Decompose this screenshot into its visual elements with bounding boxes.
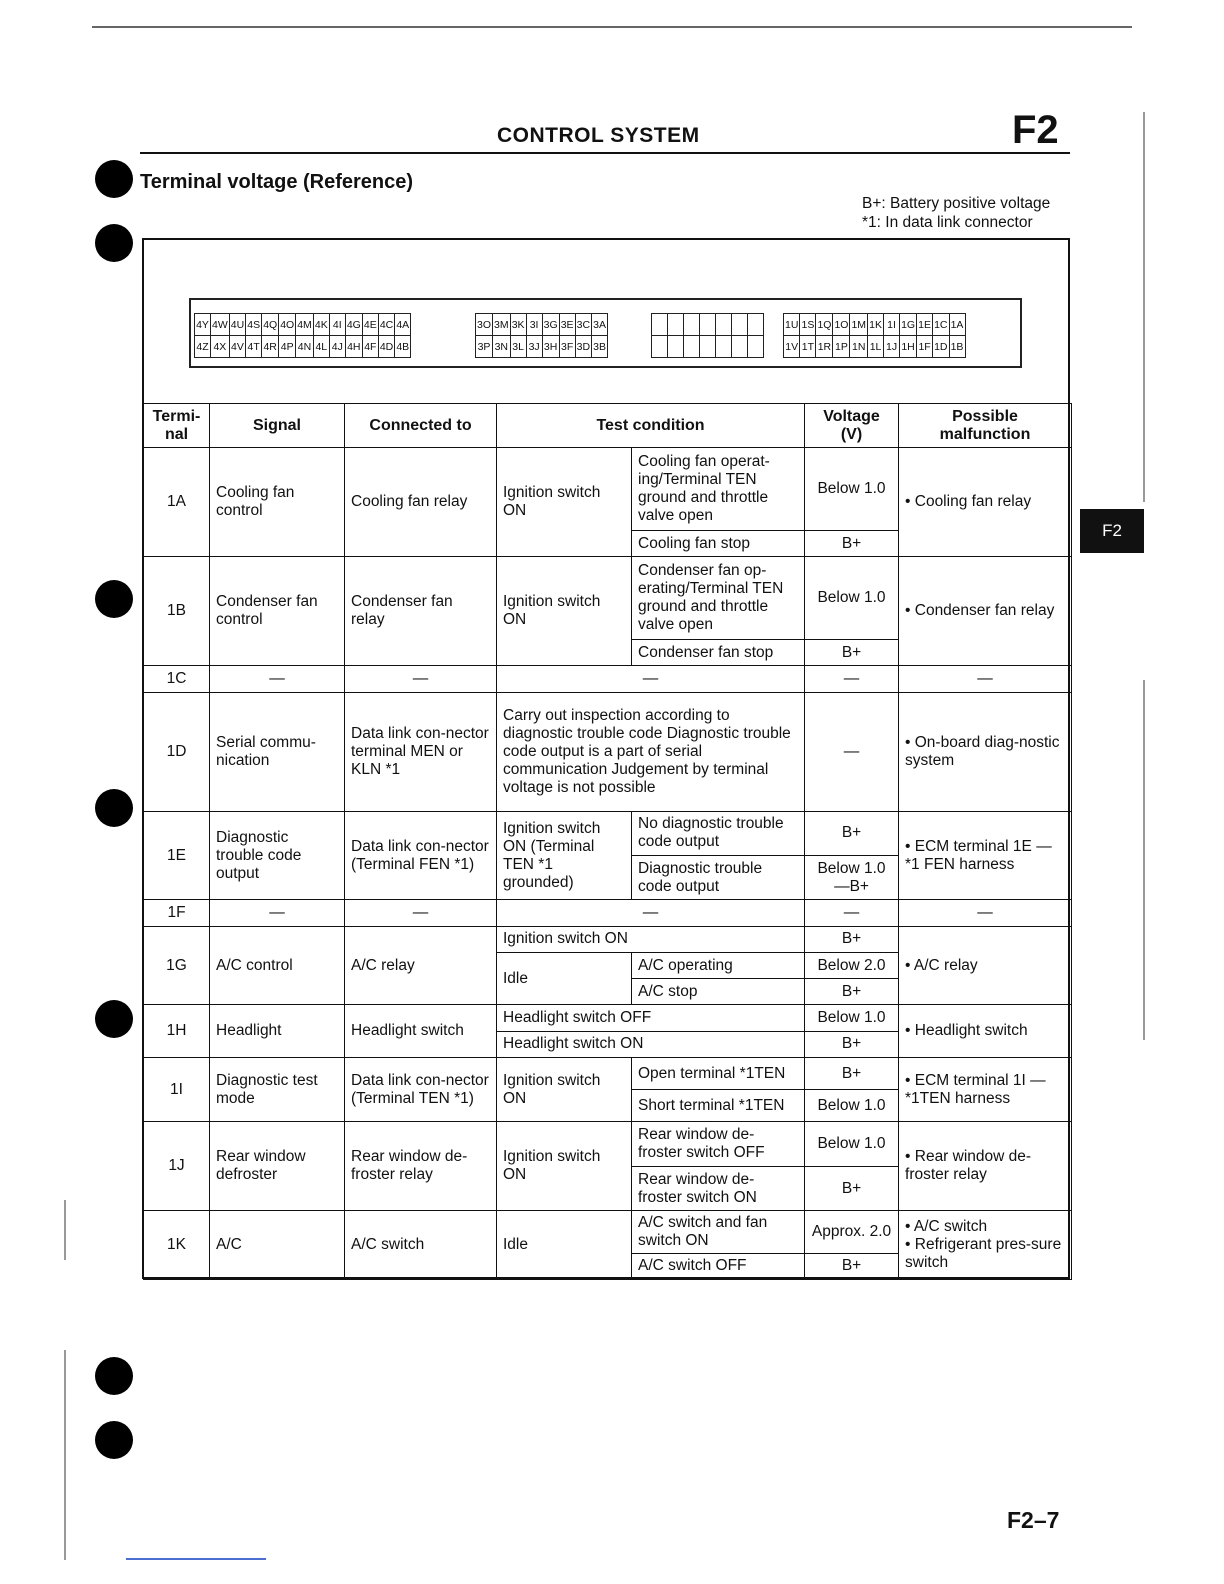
cell-voltage: B+ [805, 979, 899, 1005]
cell-subcondition: Condenser fan op-erating/Terminal TEN ground and throttle valve open [632, 557, 805, 640]
cell-connected: Condenser fan relay [345, 557, 497, 666]
cell-signal: Serial commu-nication [210, 692, 345, 811]
pin: 4N [296, 336, 314, 358]
margin-line [64, 1350, 66, 1560]
connector-block-3 [475, 313, 608, 358]
cell-condition: Ignition switch ON [497, 1122, 632, 1211]
top-rule [92, 26, 1132, 28]
cell-malfunction: • Rear window de-froster relay [899, 1122, 1072, 1211]
pin: 1K [868, 314, 884, 336]
pin: 1E [917, 314, 933, 336]
pin: 4Q [262, 314, 279, 336]
pin: 3F [559, 336, 575, 358]
title-rule [140, 152, 1070, 154]
cell-condition: Ignition switch ON [497, 926, 805, 952]
cell-condition: Idle [497, 952, 632, 1004]
pin: 3N [493, 336, 511, 358]
cell-signal: Headlight [210, 1005, 345, 1057]
cell-terminal: 1D [144, 692, 210, 811]
cell-dash: — [805, 900, 899, 926]
table-row [144, 1122, 1072, 1166]
pin: 4C [378, 314, 394, 336]
cell-terminal: 1K [144, 1211, 210, 1280]
section-heading: Terminal voltage (Reference) [140, 171, 414, 193]
cell-voltage: B+ [805, 811, 899, 855]
cell-subcondition: Rear window de-froster switch OFF [632, 1122, 805, 1166]
cell-condition: Idle [497, 1211, 632, 1280]
pin: 4B [395, 336, 411, 358]
scan-artifact [126, 1558, 266, 1560]
pin: 1R [816, 336, 833, 358]
cell-connected: Rear window de-froster relay [345, 1122, 497, 1211]
cell-dash: — [497, 900, 805, 926]
cell-malfunction: • Headlight switch [899, 1005, 1072, 1057]
cell-terminal: 1J [144, 1122, 210, 1211]
cell-condition: Ignition switch ON (Terminal TEN *1 grounded) [497, 811, 632, 900]
cell-dash: — [805, 666, 899, 692]
pin: 3P [476, 336, 493, 358]
table-row [144, 1211, 1072, 1253]
pin: 1C [933, 314, 949, 336]
pin [716, 336, 732, 358]
cell-subcondition: Open terminal *1TEN [632, 1057, 805, 1089]
binder-hole-icon [95, 160, 133, 198]
cell-connected: A/C switch [345, 1211, 497, 1280]
cell-subcondition: Rear window de-froster switch ON [632, 1166, 805, 1210]
pin: 3O [476, 314, 493, 336]
pin: 3M [493, 314, 511, 336]
cell-voltage: Below 1.0 [805, 1122, 899, 1166]
pin: 4S [246, 314, 262, 336]
pin: 1L [868, 336, 884, 358]
malfunction-item: • Refrigerant pres-sure switch [905, 1236, 1062, 1272]
pin [748, 336, 764, 358]
cell-terminal: 1I [144, 1057, 210, 1122]
binder-hole-icon [95, 224, 133, 262]
cell-voltage: B+ [805, 926, 899, 952]
margin-line [1143, 112, 1145, 502]
pin: 3C [575, 314, 591, 336]
table-row [144, 1005, 1072, 1031]
cell-voltage: Below 1.0 [805, 448, 899, 531]
pin: 3G [542, 314, 559, 336]
cell-terminal: 1G [144, 926, 210, 1005]
pin: 3I [526, 314, 542, 336]
pin: 4R [262, 336, 279, 358]
cell-malfunction: • ECM terminal 1E —*1 FEN harness [899, 811, 1072, 900]
cell-signal: Rear window defroster [210, 1122, 345, 1211]
cell-subcondition: A/C operating [632, 952, 805, 978]
binder-hole-icon [95, 789, 133, 827]
pin: 1M [850, 314, 868, 336]
cell-terminal: 1H [144, 1005, 210, 1057]
pin: 1S [800, 314, 816, 336]
pin: 4U [229, 314, 245, 336]
section-tab[interactable]: F2 [1080, 509, 1144, 553]
table-header-row [144, 404, 1072, 448]
cell-malfunction: • Condenser fan relay [899, 557, 1072, 666]
pin: 4L [313, 336, 329, 358]
cell-voltage: B+ [805, 1253, 899, 1279]
cell-malfunction: • On-board diag-nostic system [899, 692, 1072, 811]
cell-terminal: 1E [144, 811, 210, 900]
cell-terminal: 1C [144, 666, 210, 692]
table-row [144, 811, 1072, 855]
table-row [144, 926, 1072, 952]
pin: 4X [211, 336, 230, 358]
pin: 4E [362, 314, 378, 336]
cell-malfunction [899, 1211, 1072, 1280]
pin: 4Z [195, 336, 211, 358]
pin: 1I [884, 314, 900, 336]
cell-signal: Cooling fan control [210, 448, 345, 557]
pin: 4K [313, 314, 329, 336]
cell-dash: — [210, 666, 345, 692]
section-code: F2 [1012, 108, 1059, 152]
cell-voltage: Below 2.0 [805, 952, 899, 978]
header-voltage: Voltage (V) [805, 404, 899, 448]
pin [732, 336, 748, 358]
binder-hole-icon [95, 1357, 133, 1395]
cell-voltage: — [805, 692, 899, 811]
cell-subcondition: A/C switch OFF [632, 1253, 805, 1279]
pin: 1N [850, 336, 868, 358]
cell-dash: — [899, 666, 1072, 692]
pin [684, 314, 700, 336]
cell-voltage: Approx. 2.0 [805, 1211, 899, 1253]
cell-signal: Condenser fan control [210, 557, 345, 666]
cell-dash: — [497, 666, 805, 692]
cell-subcondition: A/C stop [632, 979, 805, 1005]
legend-data-link: *1: In data link connector [862, 214, 1033, 231]
page-title: CONTROL SYSTEM [497, 124, 700, 147]
table-row [144, 557, 1072, 640]
pin: 3D [575, 336, 591, 358]
pin: 1T [800, 336, 816, 358]
malfunction-item: • A/C switch [905, 1218, 988, 1236]
pin [684, 336, 700, 358]
binder-hole-icon [95, 580, 133, 618]
pin: 4D [378, 336, 394, 358]
pin: 1P [833, 336, 850, 358]
cell-voltage: B+ [805, 1057, 899, 1089]
legend-battery: B+: Battery positive voltage [862, 195, 1051, 212]
connector-block-unused [651, 313, 764, 358]
cell-malfunction: • ECM terminal 1I —*1TEN harness [899, 1057, 1072, 1122]
pin: 4G [345, 314, 362, 336]
cell-condition: Ignition switch ON [497, 557, 632, 666]
cell-signal: Diagnostic trouble code output [210, 811, 345, 900]
cell-condition: Headlight switch ON [497, 1031, 805, 1057]
pin: 3L [510, 336, 526, 358]
header-terminal: Termi-nal [144, 404, 210, 448]
cell-subcondition: Short terminal *1TEN [632, 1090, 805, 1122]
header-test: Test condition [497, 404, 805, 448]
pin: 1Q [816, 314, 833, 336]
pin: 1A [949, 314, 965, 336]
pin: 4H [345, 336, 362, 358]
pin: 3A [592, 314, 608, 336]
table-row [144, 692, 1072, 811]
header-signal: Signal [210, 404, 345, 448]
pin [700, 314, 716, 336]
pin [668, 336, 684, 358]
pin [668, 314, 684, 336]
pin: 3J [526, 336, 542, 358]
cell-voltage: Below 1.0 [805, 557, 899, 640]
pin: 3E [559, 314, 575, 336]
cell-connected: Data link con-nector (Terminal TEN *1) [345, 1057, 497, 1122]
cell-subcondition: No diagnostic trouble code output [632, 811, 805, 855]
pin: 4W [211, 314, 230, 336]
cell-terminal: 1F [144, 900, 210, 926]
pin: 4T [246, 336, 262, 358]
pin: 1F [917, 336, 933, 358]
pin [652, 336, 668, 358]
cell-subcondition: Condenser fan stop [632, 640, 805, 666]
pin: 1H [900, 336, 917, 358]
pin: 4V [229, 336, 245, 358]
legend [862, 194, 1050, 232]
cell-voltage: Below 1.0—B+ [805, 856, 899, 900]
pin: 3K [510, 314, 526, 336]
pin: 1B [949, 336, 965, 358]
margin-line [1143, 680, 1145, 1040]
cell-voltage: Below 1.0 [805, 1090, 899, 1122]
pin: 3H [542, 336, 559, 358]
cell-condition: Carry out inspection according to diagnostic trouble code Diagnostic trouble code output is a part of serial communication Judgement by terminal voltage is not possible [497, 692, 805, 811]
pin: 4F [362, 336, 378, 358]
table-row [144, 448, 1072, 531]
cell-connected: Cooling fan relay [345, 448, 497, 557]
pin: 1G [900, 314, 917, 336]
pin [732, 314, 748, 336]
terminal-voltage-table [143, 403, 1072, 1280]
header-malfunction: Possible malfunction [899, 404, 1072, 448]
cell-voltage: Below 1.0 [805, 1005, 899, 1031]
cell-dash: — [210, 900, 345, 926]
pin [748, 314, 764, 336]
margin-line [64, 1200, 66, 1260]
connector-diagram [189, 298, 1022, 368]
cell-connected: Data link con-nector terminal MEN or KLN *1 [345, 692, 497, 811]
cell-voltage: B+ [805, 1031, 899, 1057]
cell-dash: — [899, 900, 1072, 926]
pin: 1O [833, 314, 850, 336]
cell-dash: — [345, 900, 497, 926]
pin: 4O [279, 314, 296, 336]
pin: 4P [279, 336, 296, 358]
pin: 1J [884, 336, 900, 358]
cell-voltage: B+ [805, 1166, 899, 1210]
cell-condition: Ignition switch ON [497, 1057, 632, 1122]
table-row [144, 1057, 1072, 1089]
pin: 4M [296, 314, 314, 336]
cell-signal: A/C control [210, 926, 345, 1005]
cell-terminal: 1A [144, 448, 210, 557]
header-connected: Connected to [345, 404, 497, 448]
pin: 4J [329, 336, 345, 358]
pin: 1U [784, 314, 800, 336]
cell-malfunction: • A/C relay [899, 926, 1072, 1005]
cell-subcondition: Cooling fan stop [632, 531, 805, 557]
cell-connected: Data link con-nector (Terminal FEN *1) [345, 811, 497, 900]
pin [652, 314, 668, 336]
cell-voltage: B+ [805, 531, 899, 557]
cell-subcondition: Cooling fan operat-ing/Terminal TEN ground and throttle valve open [632, 448, 805, 531]
cell-connected: Headlight switch [345, 1005, 497, 1057]
cell-malfunction: • Cooling fan relay [899, 448, 1072, 557]
cell-dash: — [345, 666, 497, 692]
cell-condition: Headlight switch OFF [497, 1005, 805, 1031]
pin: 4I [329, 314, 345, 336]
cell-subcondition: A/C switch and fan switch ON [632, 1211, 805, 1253]
connector-block-1 [783, 313, 966, 358]
cell-voltage: B+ [805, 640, 899, 666]
pin: 3B [592, 336, 608, 358]
cell-terminal: 1B [144, 557, 210, 666]
pin [700, 336, 716, 358]
binder-hole-icon [95, 1421, 133, 1459]
table-row [144, 666, 1072, 692]
pin: 4Y [195, 314, 211, 336]
pin: 4A [395, 314, 411, 336]
page-number: F2–7 [1007, 1507, 1060, 1533]
pin [716, 314, 732, 336]
pin: 1V [784, 336, 800, 358]
cell-signal: A/C [210, 1211, 345, 1280]
cell-subcondition: Diagnostic trouble code output [632, 856, 805, 900]
connector-block-4 [194, 313, 411, 358]
cell-condition: Ignition switch ON [497, 448, 632, 557]
binder-hole-icon [95, 1000, 133, 1038]
pin: 1D [933, 336, 949, 358]
table-row [144, 900, 1072, 926]
cell-signal: Diagnostic test mode [210, 1057, 345, 1122]
cell-connected: A/C relay [345, 926, 497, 1005]
